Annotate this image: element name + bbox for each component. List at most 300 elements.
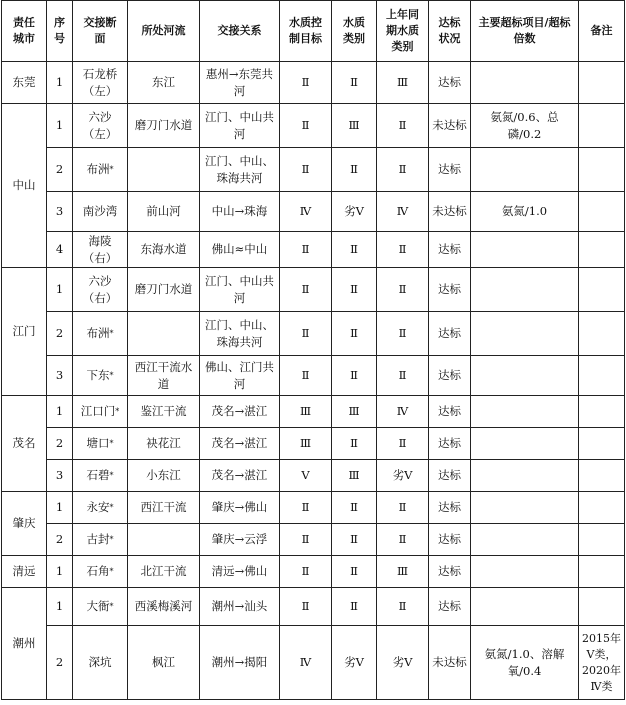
header-row: [2, 1, 625, 62]
header-section: 交接断面: [73, 1, 128, 62]
relation-cell: [200, 356, 280, 396]
note-cell: [579, 524, 625, 556]
quality-class: Ⅱ: [350, 599, 358, 613]
quality-class: Ⅱ: [350, 282, 358, 296]
target-class: Ⅳ: [299, 655, 312, 669]
status-cell: [429, 556, 471, 588]
relation: 惠州→东莞共河: [205, 66, 274, 98]
section-name-cell: [73, 524, 128, 556]
section-name-cell: [73, 312, 128, 356]
target-class-cell: [280, 428, 332, 460]
exceed-items-cell: [471, 62, 579, 104]
section-name: 大衙 *: [87, 599, 114, 613]
relation: 清远→佛山: [211, 564, 268, 578]
row-number-cell: [47, 524, 73, 556]
row-number-cell: [47, 62, 73, 104]
status-cell: [429, 62, 471, 104]
row-number: 1: [55, 500, 64, 514]
section-name-cell: [73, 626, 128, 700]
header-note: 备注: [579, 1, 625, 62]
section-name-cell: [73, 492, 128, 524]
exceed-items-cell: [471, 524, 579, 556]
river-name-cell: [128, 312, 200, 356]
last-year-class: Ⅱ: [398, 532, 407, 546]
target-class: Ⅱ: [301, 532, 310, 546]
target-class-cell: [280, 626, 332, 700]
river-name-cell: [128, 626, 200, 700]
header-quality: 水质类别: [332, 1, 377, 62]
last-year-class-cell: [377, 356, 429, 396]
relation: 江门、中山共河: [205, 109, 274, 141]
exceed-items: 氨氮/1.0: [501, 204, 548, 218]
target-class: Ⅱ: [301, 118, 310, 132]
header-last-year: 上年同期水质类别: [377, 1, 429, 62]
river-name-cell: [128, 104, 200, 148]
quality-class: Ⅱ: [350, 75, 358, 89]
last-year-class: Ⅲ: [396, 75, 409, 89]
last-year-class: Ⅱ: [398, 282, 407, 296]
quality-class: Ⅲ: [348, 404, 360, 418]
table-row: [2, 268, 625, 312]
status: 达标: [438, 468, 461, 482]
target-class-cell: [280, 148, 332, 192]
city-cell: 东莞: [2, 62, 47, 104]
row-number: 1: [55, 282, 64, 296]
row-number: 2: [55, 655, 64, 669]
river-name-cell: [128, 428, 200, 460]
quality-class-cell: [332, 428, 377, 460]
quality-class-cell: [332, 588, 377, 626]
status: 未达标: [432, 118, 467, 132]
relation: 潮州→揭阳: [211, 655, 268, 669]
row-number-cell: [47, 428, 73, 460]
last-year-class-cell: [377, 524, 429, 556]
quality-class-cell: [332, 268, 377, 312]
status: 达标: [438, 282, 461, 296]
last-year-class-cell: [377, 192, 429, 232]
last-year-class: Ⅱ: [398, 599, 407, 613]
river-name-cell: [128, 588, 200, 626]
target-class-cell: [280, 396, 332, 428]
city-cell: 肇庆: [2, 492, 47, 556]
river-name: 前山河: [146, 204, 181, 218]
section-name-cell: [73, 62, 128, 104]
row-number: 2: [55, 436, 64, 450]
row-number: 1: [55, 75, 64, 89]
relation-cell: [200, 268, 280, 312]
row-number-cell: [47, 556, 73, 588]
exceed-items: 氨氮/0.6、总磷/0.2: [490, 109, 559, 141]
last-year-class: Ⅱ: [398, 436, 407, 450]
status: 达标: [438, 564, 461, 578]
section-name: 永安 *: [87, 500, 114, 514]
river-name: 西溪梅溪河: [134, 599, 193, 613]
table-row: [2, 62, 625, 104]
last-year-class-cell: [377, 492, 429, 524]
status-cell: [429, 626, 471, 700]
last-year-class: Ⅳ: [396, 404, 409, 418]
header-river: 所处河流: [128, 1, 200, 62]
relation-cell: [200, 556, 280, 588]
last-year-class: Ⅱ: [398, 368, 407, 382]
river-name-cell: [128, 148, 200, 192]
status: 达标: [438, 368, 461, 382]
note-cell: [579, 588, 625, 626]
river-name: 磨刀门水道: [134, 282, 193, 296]
quality-class: Ⅱ: [350, 326, 358, 340]
header-status: 达标状况: [429, 1, 471, 62]
note-cell: [579, 62, 625, 104]
relation-cell: [200, 192, 280, 232]
status-cell: [429, 104, 471, 148]
quality-class: Ⅱ: [350, 436, 358, 450]
target-class: Ⅱ: [301, 599, 310, 613]
table-row: [2, 428, 625, 460]
last-year-class-cell: [377, 62, 429, 104]
quality-class-cell: [332, 192, 377, 232]
note-cell: [579, 192, 625, 232]
target-class-cell: [280, 268, 332, 312]
exceed-items-cell: [471, 192, 579, 232]
status-cell: [429, 312, 471, 356]
row-number: 2: [55, 532, 64, 546]
status-cell: [429, 492, 471, 524]
row-number-cell: [47, 492, 73, 524]
section-name: 石角 *: [87, 564, 114, 578]
relation: 茂名→湛江: [211, 436, 268, 450]
note-cell: [579, 148, 625, 192]
last-year-class-cell: [377, 312, 429, 356]
section-name: 塘口 *: [87, 436, 114, 450]
water-quality-table: [1, 0, 625, 700]
row-number: 3: [55, 204, 64, 218]
quality-class: 劣Ⅴ: [344, 204, 364, 218]
row-number-cell: [47, 356, 73, 396]
exceed-items-cell: [471, 232, 579, 268]
river-name-cell: [128, 556, 200, 588]
status-cell: [429, 460, 471, 492]
section-name: 石龙桥（左）: [82, 66, 118, 98]
target-class-cell: [280, 356, 332, 396]
target-class: Ⅱ: [301, 368, 310, 382]
exceed-items-cell: [471, 588, 579, 626]
city-cell: 茂名: [2, 396, 47, 492]
status-cell: [429, 148, 471, 192]
row-number-cell: [47, 460, 73, 492]
section-name-cell: [73, 356, 128, 396]
section-name: 江口门 *: [81, 404, 120, 418]
quality-class-cell: [332, 626, 377, 700]
relation-cell: [200, 104, 280, 148]
section-name-cell: [73, 192, 128, 232]
status: 达标: [438, 326, 461, 340]
target-class: Ⅴ: [301, 468, 310, 482]
target-class-cell: [280, 524, 332, 556]
status: 达标: [438, 599, 461, 613]
river-name: 枫江: [152, 655, 175, 669]
exceed-items: 氨氮/1.0、溶解氧/0.4: [484, 646, 565, 678]
row-number-cell: [47, 588, 73, 626]
row-number: 2: [55, 326, 64, 340]
note-cell: [579, 428, 625, 460]
target-class-cell: [280, 192, 332, 232]
table-row: [2, 232, 625, 268]
table-row: [2, 460, 625, 492]
row-number: 1: [55, 599, 64, 613]
quality-class: 劣Ⅴ: [344, 655, 364, 669]
section-name-cell: [73, 396, 128, 428]
river-name-cell: [128, 62, 200, 104]
exceed-items-cell: [471, 396, 579, 428]
quality-class-cell: [332, 356, 377, 396]
status-cell: [429, 524, 471, 556]
target-class: Ⅲ: [299, 436, 312, 450]
quality-class-cell: [332, 104, 377, 148]
last-year-class-cell: [377, 104, 429, 148]
relation-cell: [200, 312, 280, 356]
target-class-cell: [280, 556, 332, 588]
section-name-cell: [73, 148, 128, 192]
relation: 江门、中山共河: [205, 273, 274, 305]
last-year-class-cell: [377, 460, 429, 492]
river-name-cell: [128, 524, 200, 556]
relation: 江门、中山、珠海共河: [205, 317, 274, 349]
quality-class-cell: [332, 556, 377, 588]
status-cell: [429, 588, 471, 626]
relation: 潮州→汕头: [211, 599, 268, 613]
row-number-cell: [47, 232, 73, 268]
target-class-cell: [280, 62, 332, 104]
relation-cell: [200, 524, 280, 556]
relation: 江门、中山、珠海共河: [205, 153, 274, 185]
row-number: 1: [55, 118, 64, 132]
river-name-cell: [128, 492, 200, 524]
last-year-class-cell: [377, 396, 429, 428]
row-number-cell: [47, 626, 73, 700]
exceed-items-cell: [471, 460, 579, 492]
relation: 肇庆→云浮: [211, 532, 268, 546]
quality-class: Ⅱ: [350, 242, 358, 256]
row-number-cell: [47, 268, 73, 312]
note-cell: [579, 104, 625, 148]
header-number: 序号: [47, 1, 73, 62]
table-row: [2, 492, 625, 524]
section-name: 六沙（右）: [82, 273, 118, 305]
relation: 佛山≈中山: [211, 242, 268, 256]
table-row: [2, 556, 625, 588]
quality-class: Ⅲ: [348, 118, 360, 132]
section-name-cell: [73, 268, 128, 312]
exceed-items-cell: [471, 148, 579, 192]
river-name-cell: [128, 356, 200, 396]
target-class-cell: [280, 588, 332, 626]
note-cell: [579, 396, 625, 428]
table-row: [2, 396, 625, 428]
quality-class-cell: [332, 148, 377, 192]
relation-cell: [200, 626, 280, 700]
relation-cell: [200, 588, 280, 626]
exceed-items-cell: [471, 556, 579, 588]
last-year-class-cell: [377, 232, 429, 268]
note-cell: [579, 626, 625, 700]
status: 达标: [438, 532, 461, 546]
city-cell: 中山: [2, 104, 47, 268]
river-name: 北江干流: [140, 564, 187, 578]
status: 达标: [438, 500, 461, 514]
status-cell: [429, 356, 471, 396]
last-year-class: 劣Ⅴ: [392, 468, 413, 482]
quality-class-cell: [332, 62, 377, 104]
note-cell: [579, 460, 625, 492]
quality-class-cell: [332, 396, 377, 428]
quality-class: Ⅱ: [350, 532, 358, 546]
last-year-class: Ⅲ: [396, 564, 409, 578]
last-year-class: Ⅱ: [398, 118, 407, 132]
row-number: 3: [55, 468, 64, 482]
table-body: [2, 62, 625, 700]
section-name-cell: [73, 104, 128, 148]
section-name: 布洲 *: [87, 326, 114, 340]
status-cell: [429, 192, 471, 232]
quality-class: Ⅱ: [350, 564, 358, 578]
note-cell: [579, 268, 625, 312]
river-name-cell: [128, 460, 200, 492]
note-cell: [579, 356, 625, 396]
row-number-cell: [47, 104, 73, 148]
target-class-cell: [280, 232, 332, 268]
target-class: Ⅱ: [301, 282, 310, 296]
note-cell: [579, 556, 625, 588]
row-number: 3: [55, 368, 64, 382]
target-class: Ⅳ: [299, 204, 312, 218]
city-cell: 潮州: [2, 588, 47, 700]
last-year-class: 劣Ⅴ: [392, 655, 413, 669]
relation-cell: [200, 396, 280, 428]
river-name-cell: [128, 396, 200, 428]
section-name: 下东 *: [87, 368, 114, 382]
row-number-cell: [47, 396, 73, 428]
target-class-cell: [280, 104, 332, 148]
exceed-items-cell: [471, 312, 579, 356]
table-row: [2, 192, 625, 232]
quality-class-cell: [332, 312, 377, 356]
section-name: 南沙湾: [82, 204, 118, 218]
row-number-cell: [47, 192, 73, 232]
section-name-cell: [73, 232, 128, 268]
status-cell: [429, 396, 471, 428]
quality-class: Ⅲ: [348, 468, 360, 482]
table-row: [2, 356, 625, 396]
header-exceed: 主要超标项目/超标倍数: [471, 1, 579, 62]
section-name: 海陵（右）: [82, 233, 118, 265]
quality-class: Ⅱ: [350, 162, 358, 176]
section-name: 深坑: [88, 655, 112, 669]
relation-cell: [200, 428, 280, 460]
status-cell: [429, 232, 471, 268]
table-row: [2, 104, 625, 148]
target-class: Ⅱ: [301, 162, 310, 176]
relation: 佛山、江门共河: [205, 359, 274, 391]
target-class-cell: [280, 312, 332, 356]
target-class: Ⅱ: [301, 75, 310, 89]
status: 达标: [438, 436, 461, 450]
table-row: [2, 312, 625, 356]
row-number: 2: [55, 162, 64, 176]
target-class: Ⅲ: [299, 404, 312, 418]
status: 达标: [438, 75, 461, 89]
river-name: 西江干流水道: [134, 359, 193, 391]
last-year-class: Ⅱ: [398, 326, 407, 340]
section-name-cell: [73, 556, 128, 588]
quality-class: Ⅱ: [350, 500, 358, 514]
status: 未达标: [432, 655, 467, 669]
status: 达标: [438, 162, 461, 176]
note-cell: [579, 312, 625, 356]
section-name: 古封 *: [87, 532, 114, 546]
last-year-class-cell: [377, 148, 429, 192]
exceed-items-cell: [471, 104, 579, 148]
section-name: 石碧 *: [87, 468, 114, 482]
status-cell: [429, 268, 471, 312]
exceed-items-cell: [471, 492, 579, 524]
table-row: [2, 588, 625, 626]
row-number: 1: [55, 404, 64, 418]
row-number-cell: [47, 312, 73, 356]
target-class-cell: [280, 492, 332, 524]
target-class: Ⅱ: [301, 500, 310, 514]
target-class: Ⅱ: [301, 242, 310, 256]
last-year-class-cell: [377, 588, 429, 626]
status: 未达标: [432, 204, 467, 218]
last-year-class: Ⅱ: [398, 500, 407, 514]
city-cell: 清远: [2, 556, 47, 588]
note-cell: [579, 232, 625, 268]
relation: 肇庆→佛山: [211, 500, 268, 514]
note: 2015年Ⅴ类，2020年Ⅳ类: [582, 631, 621, 693]
quality-class: Ⅱ: [350, 368, 358, 382]
status: 达标: [438, 404, 461, 418]
section-name: 布洲 *: [87, 162, 114, 176]
river-name-cell: [128, 192, 200, 232]
row-number: 1: [55, 564, 64, 578]
river-name-cell: [128, 232, 200, 268]
header-city: 责任城市: [2, 1, 47, 62]
river-name: 东海水道: [140, 242, 187, 256]
exceed-items-cell: [471, 626, 579, 700]
table-row: [2, 148, 625, 192]
quality-class-cell: [332, 460, 377, 492]
target-class: Ⅱ: [301, 326, 310, 340]
table-row: [2, 524, 625, 556]
status-cell: [429, 428, 471, 460]
relation: 茂名→湛江: [211, 404, 268, 418]
status: 达标: [438, 242, 461, 256]
river-name: 袂花江: [146, 436, 181, 450]
exceed-items-cell: [471, 356, 579, 396]
relation-cell: [200, 62, 280, 104]
row-number-cell: [47, 148, 73, 192]
river-name: 鉴江干流: [140, 404, 187, 418]
relation-cell: [200, 492, 280, 524]
exceed-items-cell: [471, 268, 579, 312]
last-year-class-cell: [377, 626, 429, 700]
last-year-class-cell: [377, 428, 429, 460]
river-name: 小东江: [146, 468, 181, 482]
river-name: 东江: [152, 75, 175, 89]
quality-class-cell: [332, 524, 377, 556]
section-name-cell: [73, 460, 128, 492]
relation-cell: [200, 232, 280, 268]
